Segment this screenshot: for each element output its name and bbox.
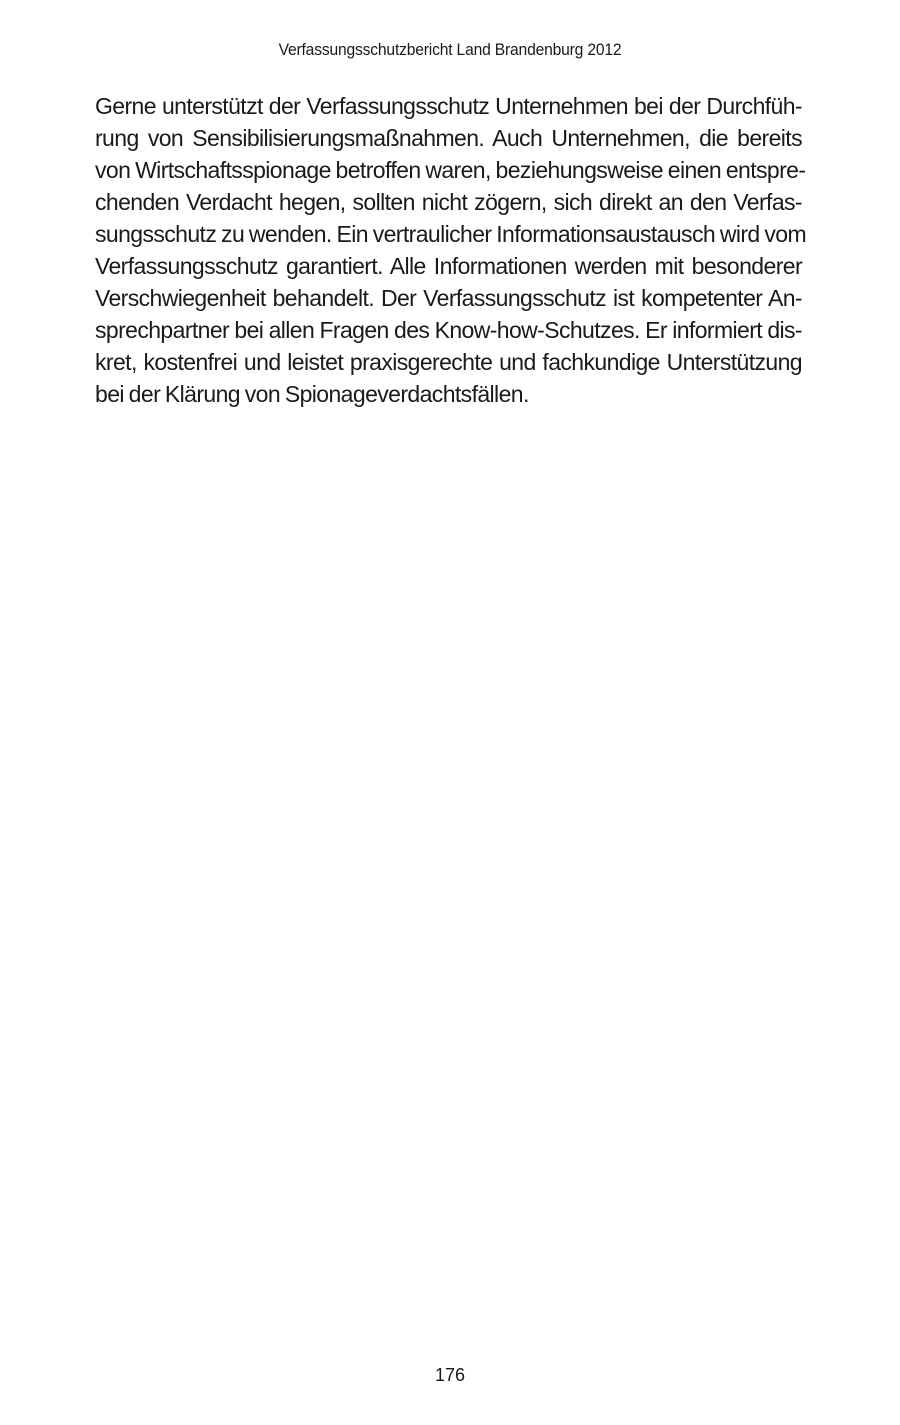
page-number: 176 xyxy=(434,1365,466,1385)
body-paragraph xyxy=(95,90,807,410)
paragraph-line: Verfassungsschutz garantiert. Alle Informationen werden mit besonderer xyxy=(95,253,802,279)
paragraph-line: bei der Klärung von Spionageverdachtsfällen. xyxy=(95,381,529,407)
paragraph-line: rung von Sensibilisierungsmaßnahmen. Auch Unternehmen, die bereits xyxy=(95,125,802,151)
paragraph-line: sungsschutz zu wenden. Ein vertraulicher Informationsaustausch wird vom xyxy=(95,221,807,247)
paragraph-line: Verschwiegenheit behandelt. Der Verfassungsschutz ist kompetenter An- xyxy=(95,285,802,311)
paragraph-line: von Wirtschaftsspionage betroffen waren, beziehungsweise einen entspre- xyxy=(95,157,806,183)
running-header: Verfassungsschutzbericht Land Brandenburg 2012 xyxy=(278,40,622,59)
paragraph-line: chenden Verdacht hegen, sollten nicht zögern, sich direkt an den Verfas- xyxy=(95,189,802,215)
paragraph-line: sprechpartner bei allen Fragen des Know-how-Schutzes. Er informiert dis- xyxy=(95,317,802,343)
paragraph-line: Gerne unterstützt der Verfassungsschutz Unternehmen bei der Durchfüh- xyxy=(95,93,802,119)
paragraph-line: kret, kostenfrei und leistet praxisgerechte und fachkundige Unterstützung xyxy=(95,349,802,375)
